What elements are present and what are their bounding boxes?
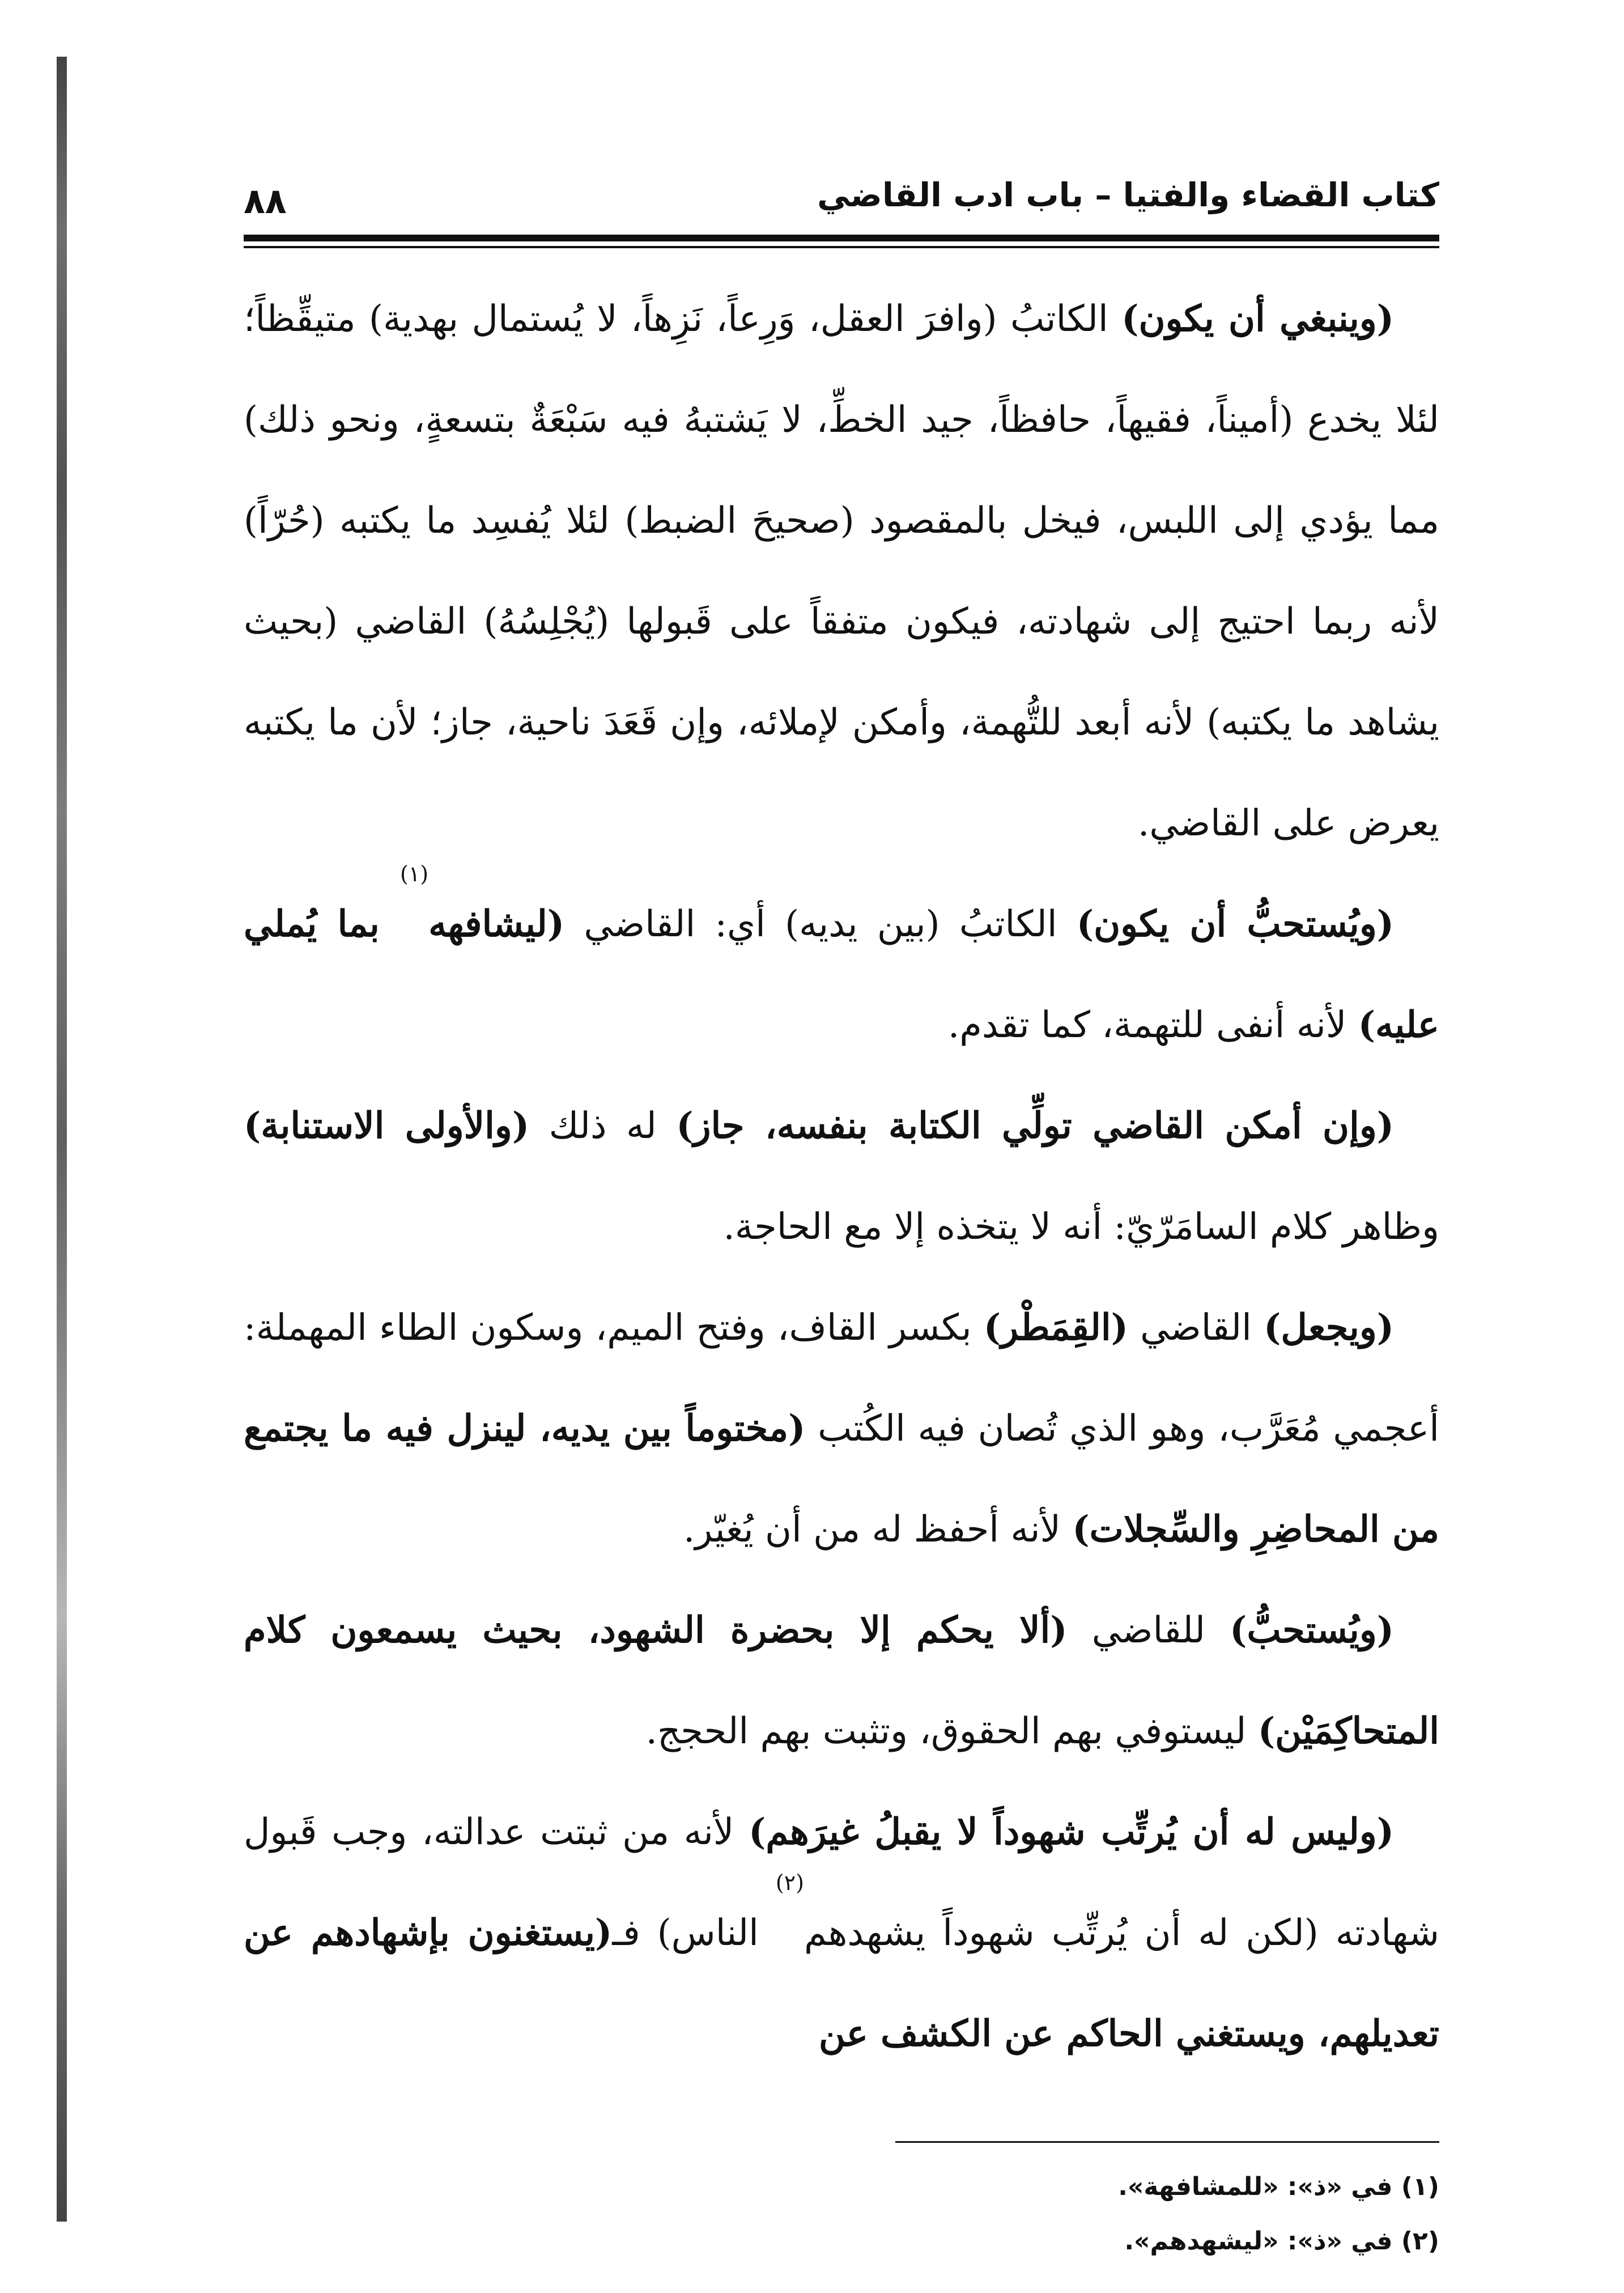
page-number: ٨٨ bbox=[244, 180, 287, 222]
footnote-1: (١) في «ذ»: «للمشافهة». bbox=[1118, 2172, 1439, 2201]
text-run: وظاهر كلام السامَرّيّ: أنه لا يتخذه إلا مع الحاجة. bbox=[723, 1206, 1439, 1248]
book-page bbox=[244, 170, 1439, 2269]
bold-text-run: (وإن أمكن القاضي تولِّي الكتابة بنفسه، جاز) bbox=[676, 1105, 1394, 1147]
paragraph-6 bbox=[244, 1782, 1439, 2084]
footnote-reference: (١) bbox=[399, 861, 429, 886]
bold-text-run: (وليس له أن يُرتِّب شهوداً لا يقبلُ غيرَهم) bbox=[749, 1811, 1395, 1853]
header-rule-thick bbox=[244, 235, 1439, 241]
footnote-separator bbox=[895, 2141, 1439, 2143]
footnotes bbox=[244, 2160, 1439, 2269]
page-binding-edge bbox=[57, 57, 67, 2222]
text-run: للقاضي bbox=[1067, 1610, 1230, 1651]
text-run: القاضي bbox=[1128, 1307, 1264, 1349]
paragraph-4 bbox=[244, 1277, 1439, 1580]
text-run: الكاتبُ (وافرَ العقل، وَرِعاً، نَزِهاً، لا يُستمال بهدية) متيقِّظاً؛ لئلا يخدع (أميناً، فقيهاً، حافظاً، جيد الخطِّ، لا يَشتبهُ فيه سَبْعَةٌ بتسعةٍ، ونحو ذلك) مما يؤدي إلى اللبس، فيخل بالمقصود (صحيحَ الضبط) لئلا يُفسِد ما يكتبه (حُرّاً) لأنه ربما احتيج إلى شهادته، فيكون متفقاً على قَبولها (يُجْلِسُهُ) القاضي (بحيث يشاهد ما يكتبه) لأنه أبعد للتُّهمة، وأمكن لإملائه، وإن قَعَدَ ناحية، جاز؛ لأن ما يكتبه يعرض على القاضي. bbox=[244, 298, 1440, 844]
text-run: لأنه من ثبتت عدالته، وجب قَبول شهادته (لكن له أن يُرتِّب شهوداً يشهدهم bbox=[244, 1811, 1440, 1954]
bold-text-run: (ألا يحكم إلا بحضرة الشهود، بحيث يسمعون كلام المتحاكِمَيْن) bbox=[244, 1609, 1439, 1752]
text-run: لأنه أحفظ له من أن يُغيّر. bbox=[683, 1509, 1073, 1551]
text-run: الكاتبُ (بين يديه) أي: القاضي bbox=[564, 903, 1077, 945]
text-run: بكسر القاف، وفتح الميم، وسكون الطاء المهملة: أعجمي مُعَرَّب، وهو الذي تُصان فيه الكُتب bbox=[244, 1307, 1440, 1450]
footnote-reference: (٢) bbox=[775, 1870, 804, 1895]
bold-text-run: (ليشافهه bbox=[428, 903, 565, 945]
bold-text-run: (وينبغي أن يكون) bbox=[1121, 298, 1394, 340]
bold-text-run: (والأولى الاستنابة) bbox=[244, 1105, 530, 1147]
running-title: كتاب القضاء والفتيا – باب ادب القاضي bbox=[817, 176, 1439, 214]
bold-text-run: (ويُستحبُّ أن يكون) bbox=[1076, 903, 1395, 945]
text-run: له ذلك bbox=[529, 1105, 677, 1147]
paragraph-2 bbox=[244, 861, 1439, 1076]
bold-text-run: (ويُستحبُّ) bbox=[1230, 1609, 1395, 1651]
paragraph-1 bbox=[244, 269, 1439, 874]
paragraph-3 bbox=[244, 1076, 1439, 1277]
footnote-2: (٢) في «ذ»: «ليشهدهم». bbox=[1124, 2227, 1439, 2256]
page-header bbox=[244, 170, 1439, 232]
text-run: ليستوفي بهم الحقوق، وتثبت بهم الحجج. bbox=[645, 1710, 1258, 1752]
bold-text-run: (مختوماً بين يديه، لينزل فيه ما يجتمع من المحاضِرِ والسِّجلات) bbox=[244, 1407, 1439, 1551]
bold-text-run: (يستغنون بإشهادهم عن تعديلهم، ويستغني الحاكم عن الكشف عن bbox=[244, 1912, 1439, 2055]
header-rule-thin bbox=[244, 246, 1439, 248]
body-text bbox=[244, 269, 1439, 2084]
text-run: الناس) فـ bbox=[612, 1912, 776, 1954]
text-run: لأنه أنفى للتهمة، كما تقدم. bbox=[947, 1004, 1358, 1046]
bold-text-run: (ويجعل) bbox=[1264, 1306, 1395, 1349]
bold-text-run: بما يُملي عليه) bbox=[244, 903, 1439, 1046]
paragraph-5 bbox=[244, 1580, 1439, 1782]
bold-text-run: (القِمَطْر) bbox=[983, 1306, 1128, 1349]
